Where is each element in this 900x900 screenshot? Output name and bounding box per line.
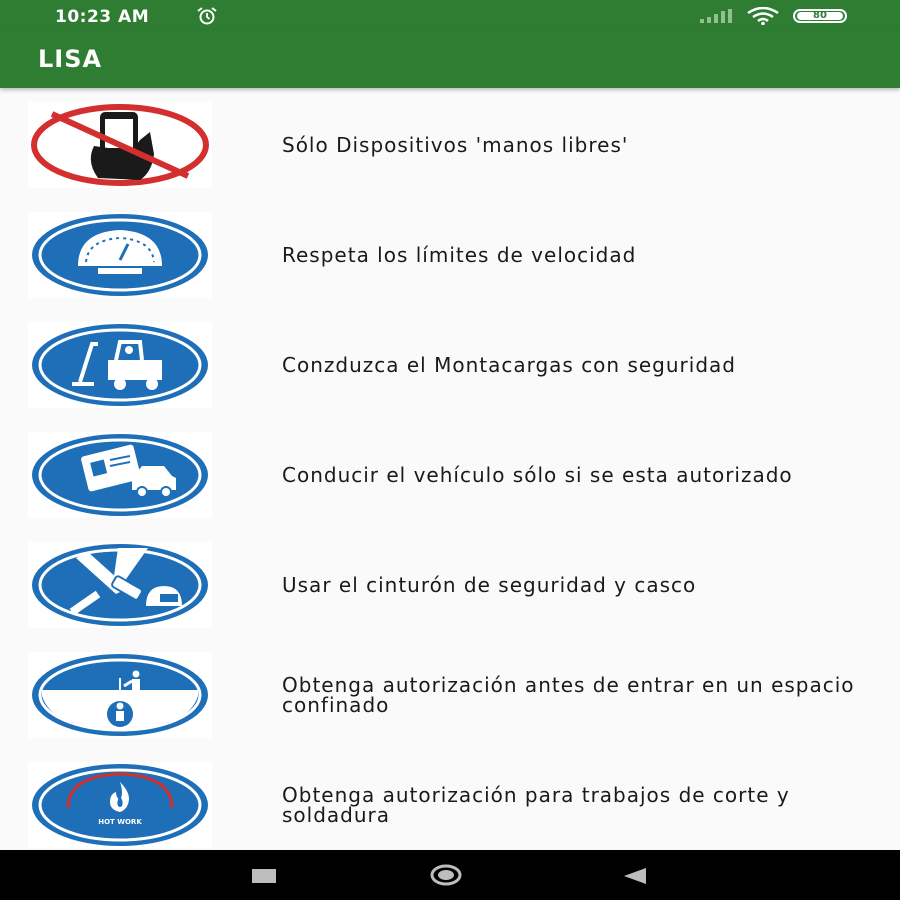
list-item[interactable] bbox=[0, 206, 900, 316]
item-label: Obtenga autorización antes de entrar en un espacio confinado bbox=[282, 673, 855, 717]
no-phone-icon bbox=[28, 102, 212, 188]
list-item[interactable] bbox=[0, 96, 900, 206]
status-bar bbox=[0, 0, 900, 30]
status-time: 10:23 AM bbox=[55, 7, 150, 27]
item-label: Sólo Dispositivos 'manos libres' bbox=[282, 133, 629, 157]
forklift-icon bbox=[28, 322, 212, 408]
list-item[interactable] bbox=[0, 536, 900, 646]
rules-list bbox=[0, 96, 900, 866]
battery-level: 80 bbox=[813, 10, 827, 21]
alarm-icon bbox=[196, 7, 218, 25]
hot-work-caption: HOT WORK bbox=[98, 818, 142, 826]
wifi-icon bbox=[746, 7, 780, 25]
battery-icon bbox=[793, 9, 847, 23]
list-item[interactable] bbox=[0, 316, 900, 426]
item-label: Respeta los límites de velocidad bbox=[282, 243, 637, 267]
back-icon[interactable] bbox=[622, 866, 648, 886]
home-icon[interactable] bbox=[430, 864, 462, 886]
seatbelt-helmet-icon bbox=[28, 542, 212, 628]
recent-apps-icon[interactable] bbox=[252, 869, 276, 883]
authorized-vehicle-icon bbox=[28, 432, 212, 518]
app-title: LISA bbox=[38, 45, 103, 73]
item-label: Usar el cinturón de seguridad y casco bbox=[282, 573, 697, 597]
hot-work-icon bbox=[28, 762, 212, 848]
signal-icon bbox=[700, 9, 734, 23]
confined-space-icon bbox=[28, 652, 212, 738]
speedometer-icon bbox=[28, 212, 212, 298]
list-item[interactable] bbox=[0, 426, 900, 536]
list-item[interactable] bbox=[0, 646, 900, 756]
item-label: Conducir el vehículo sólo si se esta autorizado bbox=[282, 463, 793, 487]
app-bar bbox=[0, 30, 900, 88]
item-label: Obtenga autorización para trabajos de corte y soldadura bbox=[282, 783, 790, 827]
item-label: Conzduzca el Montacargas con seguridad bbox=[282, 353, 736, 377]
